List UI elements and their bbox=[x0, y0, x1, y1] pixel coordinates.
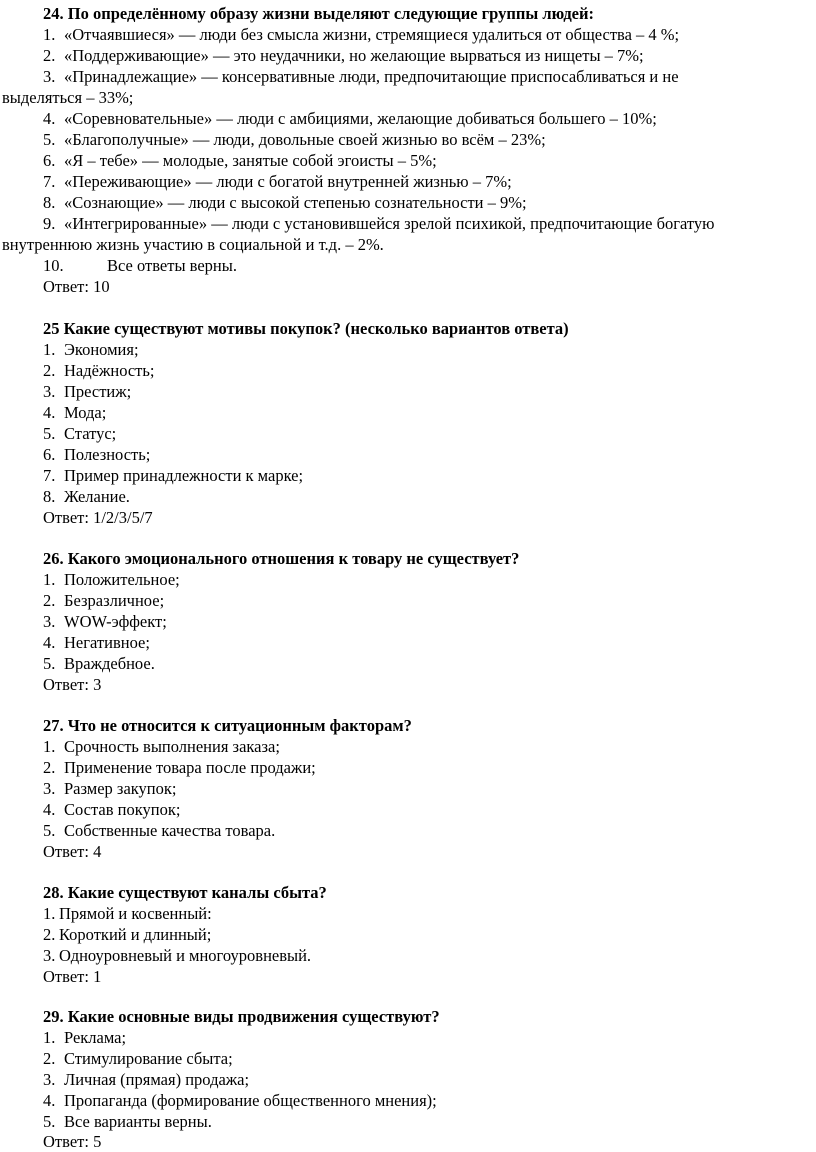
q27-answer: Ответ: 4 bbox=[43, 842, 102, 861]
q24-option-8: 8. «Сознающие» — люди с высокой степенью сознательности – 9%; bbox=[43, 193, 527, 212]
q25-option-6: 6. Полезность; bbox=[43, 445, 151, 464]
q24-option-4: 4. «Соревновательные» — люди с амбициями, желающие добиваться большего – 10%; bbox=[43, 109, 657, 128]
q25-option-8: 8. Желание. bbox=[43, 487, 130, 506]
q26-option-4: 4. Негативное; bbox=[43, 633, 150, 652]
question-28-title: 28. Какие существуют каналы сбыта? bbox=[43, 883, 327, 902]
q28-answer: Ответ: 1 bbox=[43, 967, 102, 986]
q25-option-5: 5. Статус; bbox=[43, 424, 117, 443]
q29-option-4: 4. Пропаганда (формирование общественного мнения); bbox=[43, 1091, 437, 1110]
q24-option-3: 3. «Принадлежащие» — консервативные люди, предпочитающие приспосабливаться и не bbox=[43, 67, 679, 86]
q27-option-4: 4. Состав покупок; bbox=[43, 800, 181, 819]
q24-option-5: 5. «Благополучные» — люди, довольные своей жизнью во всём – 23%; bbox=[43, 130, 546, 149]
q25-option-7: 7. Пример принадлежности к марке; bbox=[43, 466, 304, 485]
q25-answer: Ответ: 1/2/3/5/7 bbox=[43, 508, 153, 527]
question-27-title: 27. Что не относится к ситуационным факторам? bbox=[43, 716, 412, 735]
q26-option-5: 5. Враждебное. bbox=[43, 654, 155, 673]
q29-answer: Ответ: 5 bbox=[43, 1132, 102, 1151]
q24-option-9-cont: внутреннюю жизнь участию в социальной и т.д. – 2%. bbox=[2, 235, 384, 254]
q24-option-7: 7. «Переживающие» — люди с богатой внутренней жизнью – 7%; bbox=[43, 172, 512, 191]
q29-option-5: 5. Все варианты верны. bbox=[43, 1112, 212, 1131]
question-29-title: 29. Какие основные виды продвижения существуют? bbox=[43, 1007, 440, 1026]
q24-option-2: 2. «Поддерживающие» — это неудачники, но желающие вырваться из нищеты – 7%; bbox=[43, 46, 644, 65]
question-24-title: 24. По определённому образу жизни выделяют следующие группы людей: bbox=[43, 4, 595, 23]
q28-option-3: 3. Одноуровневый и многоуровневый. bbox=[43, 946, 312, 965]
q24-answer: Ответ: 10 bbox=[43, 277, 110, 296]
question-25-title: 25 Какие существуют мотивы покупок? (несколько вариантов ответа) bbox=[43, 319, 569, 338]
q26-answer: Ответ: 3 bbox=[43, 675, 102, 694]
q27-option-3: 3. Размер закупок; bbox=[43, 779, 177, 798]
q24-option-1: 1. «Отчаявшиеся» — люди без смысла жизни, стремящиеся удалиться от общества – 4 %; bbox=[43, 25, 680, 44]
q26-option-3: 3. WOW-эффект; bbox=[43, 612, 167, 631]
q24-option-6: 6. «Я – тебе» — молодые, занятые собой эгоисты – 5%; bbox=[43, 151, 437, 170]
q28-option-1: 1. Прямой и косвенный: bbox=[43, 904, 212, 923]
q27-option-5: 5. Собственные качества товара. bbox=[43, 821, 276, 840]
q27-option-2: 2. Применение товара после продажи; bbox=[43, 758, 316, 777]
q25-option-3: 3. Престиж; bbox=[43, 382, 132, 401]
q24-option-10: 10. Все ответы верны. bbox=[43, 256, 237, 275]
q26-option-2: 2. Безразличное; bbox=[43, 591, 165, 610]
q24-option-3-cont: выделяться – 33%; bbox=[2, 88, 134, 107]
q25-option-4: 4. Мода; bbox=[43, 403, 107, 422]
q24-option-9: 9. «Интегрированные» — люди с установившейся зрелой психикой, предпочитающие богатую bbox=[43, 214, 715, 233]
q25-option-2: 2. Надёжность; bbox=[43, 361, 155, 380]
q28-option-2: 2. Короткий и длинный; bbox=[43, 925, 212, 944]
q29-option-2: 2. Стимулирование сбыта; bbox=[43, 1049, 233, 1068]
q26-option-1: 1. Положительное; bbox=[43, 570, 180, 589]
question-26-title: 26. Какого эмоционального отношения к товару не существует? bbox=[43, 549, 520, 568]
q29-option-1: 1. Реклама; bbox=[43, 1028, 127, 1047]
q27-option-1: 1. Срочность выполнения заказа; bbox=[43, 737, 280, 756]
q29-option-3: 3. Личная (прямая) продажа; bbox=[43, 1070, 250, 1089]
q25-option-1: 1. Экономия; bbox=[43, 340, 139, 359]
